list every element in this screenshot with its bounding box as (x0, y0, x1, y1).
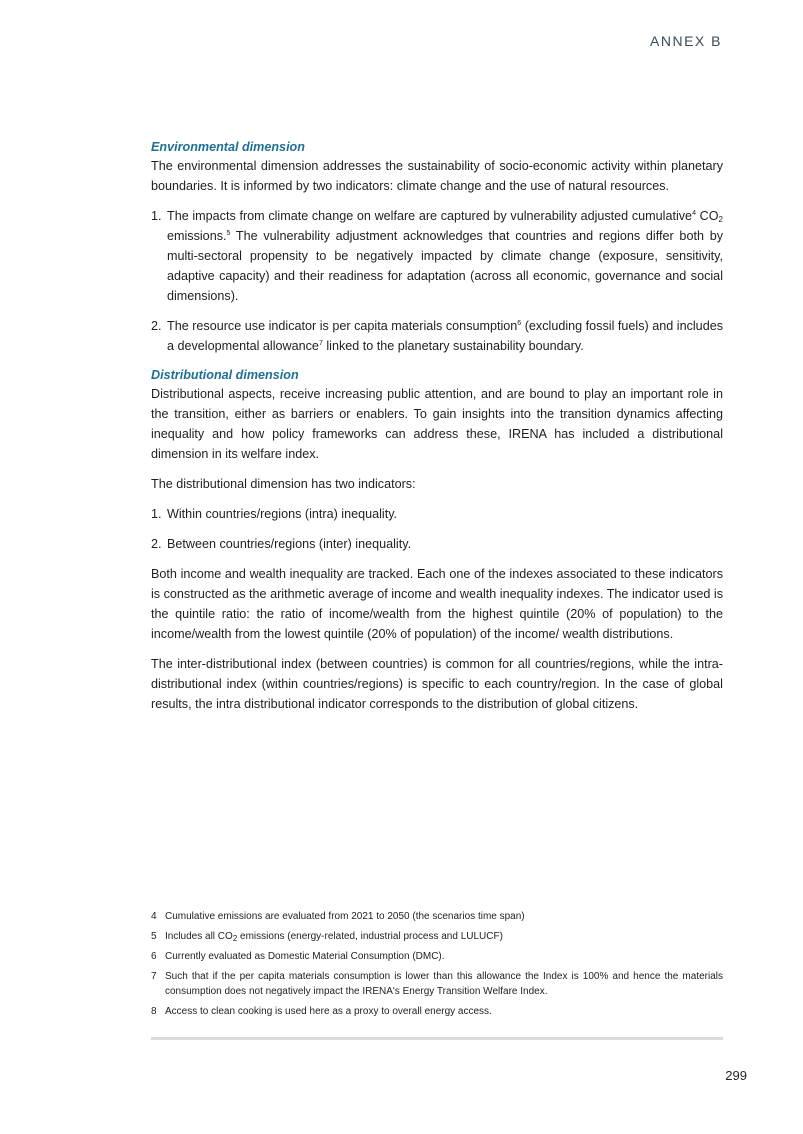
distributional-indicators-list (151, 504, 723, 554)
list-number: 2. (151, 319, 162, 333)
footnote: 7 Such that if the per capita materials consumption is lower than this allowance the Index is 100% and hence the materials consumption does not negatively impact the IRENA's Energy Transition Welfare Index. (151, 971, 723, 997)
footnote-ref: 7 (318, 340, 323, 347)
list-item: 2. The resource use indicator is per capita materials consumption$^6$ (excluding fossil fuels) and includes a developmental allowance$^7$ linked to the planetary sustainability boundary. (151, 316, 723, 356)
environmental-intro: The environmental dimension addresses the sustainability of socio-economic activity within planetary boundaries. It is informed by two indicators: climate change and the use of natural resources. (151, 159, 723, 193)
footnote: 5 Includes all $CO_2$ emissions (energy-related, industrial process and LULUCF) (151, 931, 503, 943)
footer-divider (151, 1037, 723, 1040)
footnote: 8 Access to clean cooking is used here as a proxy to overall energy access. (151, 1006, 492, 1017)
main-content (151, 138, 723, 724)
footnote: 4 Cumulative emissions are evaluated from 2021 to 2050 (the scenarios time span) (151, 911, 525, 922)
footnote: 6 Currently evaluated as Domestic Material Consumption (DMC). (151, 951, 445, 962)
environmental-indicators-list (151, 206, 723, 356)
list-item: 2. Between countries/regions (inter) inequality. (151, 534, 723, 554)
annex-label: ANNEX B (650, 33, 722, 49)
footnote-ref: 5 (226, 230, 231, 237)
distributional-paragraph: The distributional dimension has two indicators: (151, 477, 416, 491)
list-item: 1. The impacts from climate change on welfare are captured by vulnerability adjusted cumulative$^4$ $CO_2$ emissions.$^5$ The vulnerability adjustment acknowledges that countries and regions differ both by multi-sectoral propensity to be negatively impacted by climate change (exposure, sensitivity, adaptive capacity) and their readiness for adaptation (across all economic, governance and social dimensions). (151, 206, 723, 306)
list-number: 2. (151, 537, 162, 551)
distributional-paragraph: The inter-distributional index (between countries) is common for all countries/regions, while the intra-distributional index (within countries/regions) is specific to each country/region. In the case of global results, the intra distributional indicator corresponds to the distribution of global citizens. (151, 657, 723, 711)
footnotes (151, 909, 723, 1024)
distributional-heading: Distributional dimension (151, 368, 299, 382)
list-item: 1. Within countries/regions (intra) inequality. (151, 504, 723, 524)
distributional-paragraph: Distributional aspects, receive increasing public attention, and are bound to play an important role in the transition, either as barriers or enablers. To gain insights into the transition dynamics affecting inequality and how policy frameworks can address these, IRENA has included a distributional dimension in its welfare index. (151, 387, 723, 461)
footnote-ref: 4 (692, 210, 696, 217)
footnote-ref: 6 (517, 320, 522, 327)
page-number: 299 (725, 1068, 747, 1083)
environmental-heading: Environmental dimension (151, 140, 305, 154)
distributional-paragraph: Both income and wealth inequality are tracked. Each one of the indexes associated to these indicators is constructed as the arithmetic average of income and wealth inequality indexes. The indicator used is the quintile ratio: the ratio of income/wealth from the highest quintile (20% of population) to the income/wealth from the lowest quintile (20% of population) of the income/ wealth distributions. (151, 567, 723, 641)
list-number: 1. (151, 507, 162, 521)
list-number: 1. (151, 209, 162, 223)
